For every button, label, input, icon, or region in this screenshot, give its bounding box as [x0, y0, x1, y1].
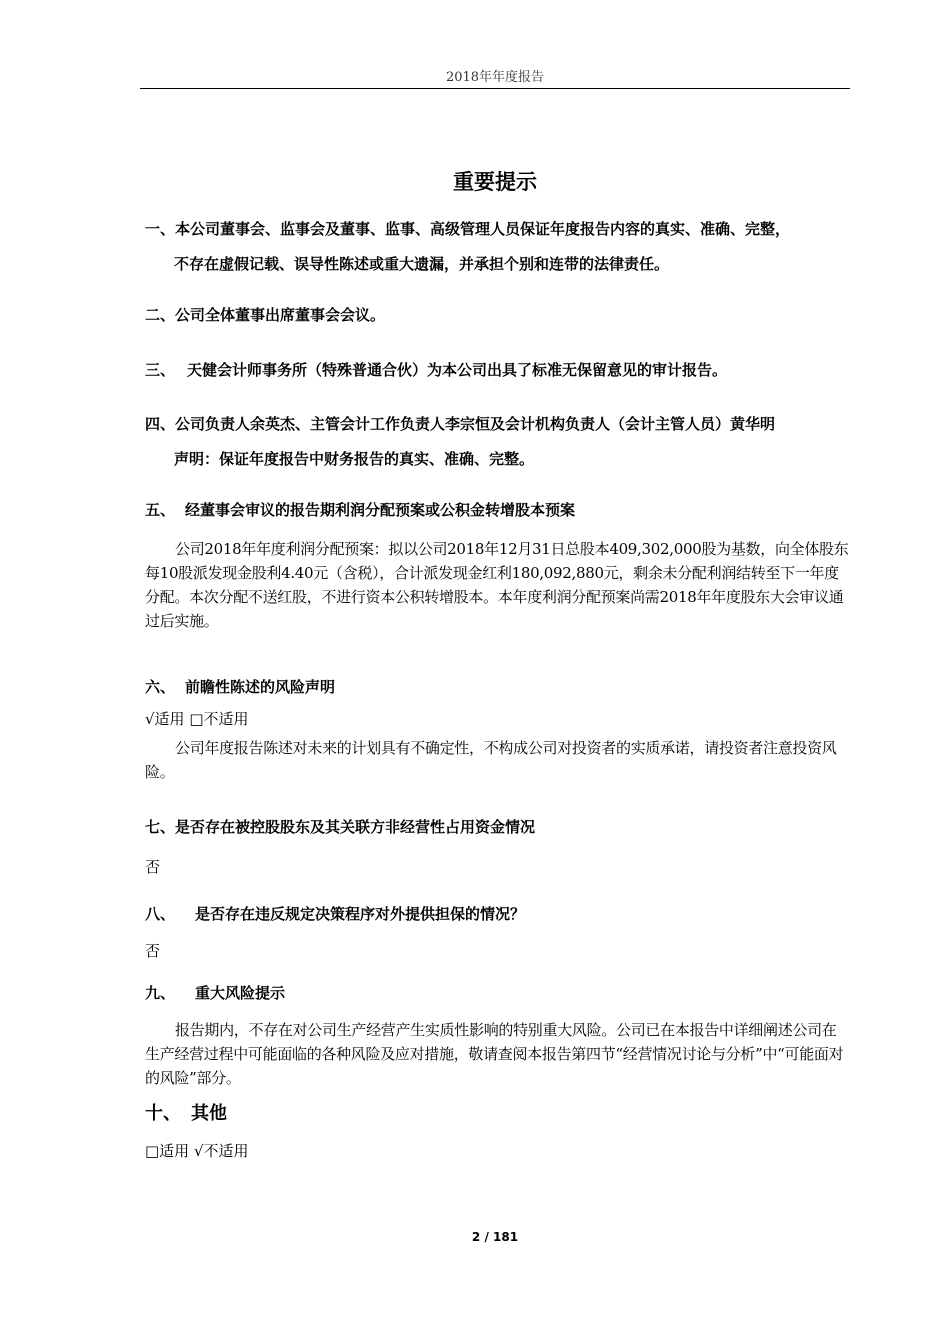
section-2-heading [145, 298, 850, 333]
section-7-text: 是否存在被控股股东及其关联方非经营性占用资金情况 [175, 818, 536, 836]
section-8-heading [145, 897, 850, 932]
section-9-number: 九、 [145, 984, 176, 1002]
section-4-heading [145, 407, 850, 477]
header-divider [140, 88, 850, 89]
section-1-line1: 本公司董事会、监事会及董事、监事、高级管理人员保证年度报告内容的真实、准确、完整， [175, 220, 791, 238]
section-1-heading [145, 212, 850, 282]
page-title: 重要提示 [453, 170, 537, 194]
page-number: 2 / 181 [471, 1230, 519, 1244]
section-3-heading [145, 353, 850, 388]
section-3-text: 天健会计师事务所（特殊普通合伙）为本公司出具了标准无保留意见的审计报告。 [187, 361, 728, 379]
section-10-number: 十、 [145, 1103, 181, 1124]
section-9-body: 报告期内，不存在对公司生产经营产生实质性影响的特别重大风险。公司已在本报告中详细阐述公司在生产经营过程中可能面临的各种风险及应对措施，敬请查阅本报告第四节“经营情况讨论与分析”中“可能面对的风险”部分。 [145, 1021, 844, 1087]
section-8-text: 是否存在违反规定决策程序对外提供担保的情况？ [195, 905, 526, 923]
section-4-line2: 声明：保证年度报告中财务报告的真实、准确、完整。 [174, 450, 535, 468]
section-9-heading [145, 976, 850, 1011]
section-7-heading [145, 810, 850, 845]
section-7-answer: 否 [145, 858, 161, 876]
section-5-text: 经董事会审议的报告期利润分配预案或公积金转增股本预案 [185, 501, 576, 519]
section-10-heading [145, 1096, 850, 1131]
section-5-number: 五、 [145, 501, 176, 519]
section-6-text: 前瞻性陈述的风险声明 [185, 678, 336, 696]
section-7-number: 七、 [145, 818, 176, 836]
section-1-number: 一、 [145, 220, 176, 238]
section-9-text: 重大风险提示 [195, 984, 286, 1002]
section-4-number: 四、 [145, 415, 176, 433]
page-header: 2018年年度报告 [445, 70, 545, 85]
section-6-heading [145, 670, 850, 705]
section-3-number: 三、 [145, 361, 176, 379]
section-10-options: □适用 √不适用 [145, 1142, 249, 1160]
section-6-number: 六、 [145, 678, 176, 696]
section-2-number: 二、 [145, 306, 176, 324]
section-8-answer: 否 [145, 942, 161, 960]
section-8-number: 八、 [145, 905, 176, 923]
section-6-body: 公司年度报告陈述对未来的计划具有不确定性，不构成公司对投资者的实质承诺，请投资者注意投资风险。 [145, 739, 837, 781]
section-6-options: √适用 □不适用 [145, 710, 249, 728]
section-4-line1: 公司负责人余英杰、主管会计工作负责人李宗恒及会计机构负责人（会计主管人员）黄华明 [175, 415, 776, 433]
section-5-body: 公司2018年年度利润分配预案：拟以公司2018年12月31日总股本409,302,000股为基数，向全体股东每10股派发现金股利4.40元（含税），合计派发现金红利180,092,880元，剩余未分配利润结转至下一年度分配。本次分配不送红股，不进行资本公积转增股本。本年度利润分配预案尚需2018年年度股东大会审议通过后实施。 [145, 540, 849, 630]
section-10-text: 其他 [191, 1103, 227, 1124]
section-1-line2: 不存在虚假记载、误导性陈述或重大遗漏，并承担个别和连带的法律责任。 [174, 255, 670, 273]
section-5-heading [145, 493, 850, 528]
section-2-text: 公司全体董事出席董事会会议。 [175, 306, 386, 324]
